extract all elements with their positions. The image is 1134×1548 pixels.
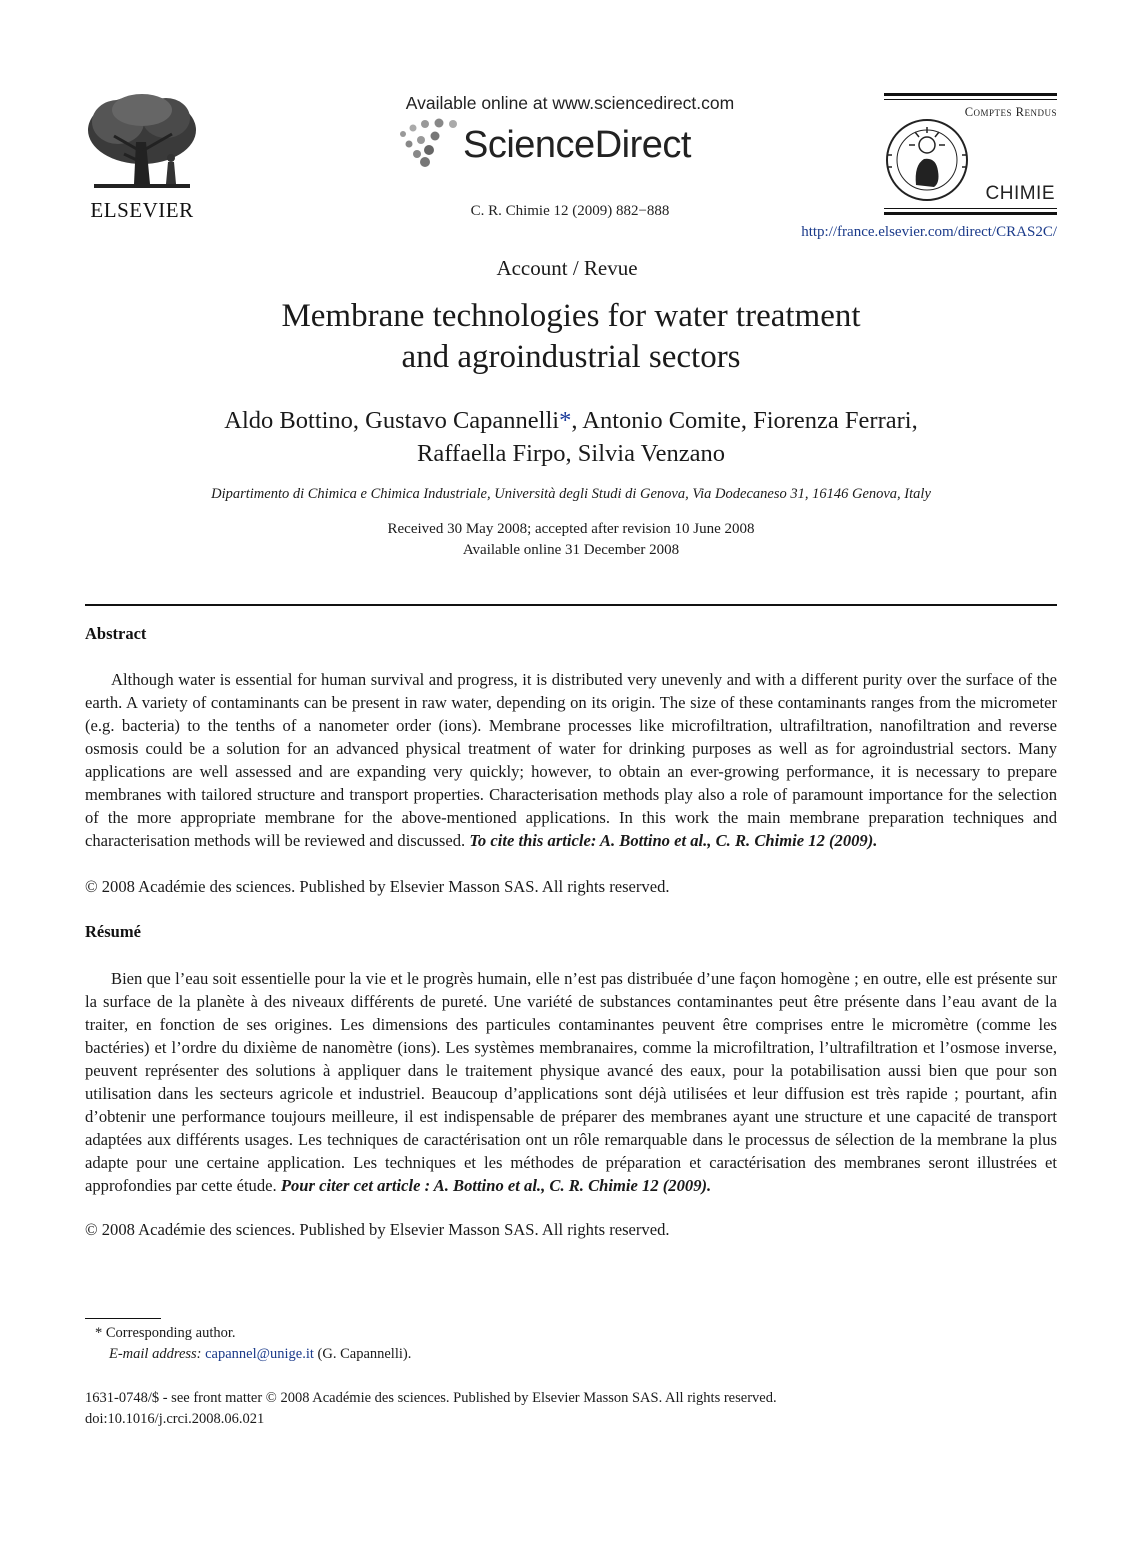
journal-citation: C. R. Chimie 12 (2009) 882−888 bbox=[470, 203, 670, 219]
journal-name-top: Comptes Rendus bbox=[964, 105, 1057, 119]
journal-logo bbox=[884, 93, 1057, 217]
publisher-name: ELSEVIER bbox=[90, 198, 194, 222]
title-line-2: and agroindustrial sectors bbox=[401, 339, 741, 375]
resume-cite: Pour citer cet article : A. Bottino et al., C. R. Chimie 12 (2009). bbox=[280, 1176, 712, 1195]
front-matter bbox=[85, 1388, 1057, 1430]
doi[interactable]: doi:10.1016/j.crci.2008.06.021 bbox=[85, 1411, 265, 1427]
resume-copyright: © 2008 Académie des sciences. Published by Elsevier Masson SAS. All rights reserved. bbox=[85, 1220, 670, 1239]
elsevier-logo bbox=[84, 92, 200, 222]
abstract-text: Although water is essential for human survival and progress, it is distributed very unevenly and with a different purity over the surface of the earth. A variety of contaminants can be present in raw water, depending on its origin. The size of these contaminants ranges from the micrometer (e.g. bacteria) to the tenths of a nanometer order (ions). Membrane processes like microfiltration, ultrafiltration, nanofiltration and reverse osmosis could be a solution for an advanced physical treatment of water for drinking purposes as well as for agroindustrial sectors. Many applications are well assessed and are expanding very quickly; however, to obtain an ever-growing performance, it is necessary to prepare membranes with tailored structure and transport properties. Characterisation methods play also a role of paramount importance for the selection of the more appropriate membrane for the above-mentioned applications. In this work the main membrane preparation techniques and characterisation methods will be reviewed and discussed. bbox=[85, 670, 1057, 850]
issn-line: 1631-0748/$ - see front matter © 2008 Académie des sciences. Published by Elsevier Masson SAS. All rights reserved. bbox=[85, 1390, 777, 1406]
footnote bbox=[95, 1323, 795, 1365]
journal-name-bottom: CHIMIE bbox=[985, 183, 1055, 204]
corresponding-author-mark[interactable]: * bbox=[559, 407, 572, 434]
abstract-heading: Abstract bbox=[85, 624, 147, 643]
article-type: Account / Revue bbox=[496, 256, 638, 280]
authors-line-1b: , Antonio Comite, Fiorenza Ferrari, bbox=[571, 407, 918, 434]
received-date: Received 30 May 2008; accepted after revision 10 June 2008 bbox=[387, 521, 755, 537]
resume-body bbox=[85, 967, 1057, 1197]
corresponding-author-note: Corresponding author. bbox=[105, 1325, 236, 1341]
affiliation: Dipartimento di Chimica e Chimica Industriale, Università degli Studi di Genova, Via Dodecaneso 31, 16146 Genova, Italy bbox=[211, 486, 931, 502]
sciencedirect-dots-icon bbox=[395, 118, 465, 170]
available-date: Available online 31 December 2008 bbox=[462, 542, 680, 558]
article-title bbox=[0, 296, 1134, 378]
academie-seal-icon bbox=[884, 115, 970, 205]
available-online-text: Available online at www.sciencedirect.com bbox=[405, 93, 735, 113]
abstract-copyright: © 2008 Académie des sciences. Published by Elsevier Masson SAS. All rights reserved. bbox=[85, 877, 670, 896]
abstract-body bbox=[85, 668, 1057, 852]
sciencedirect-logo bbox=[395, 118, 695, 170]
author-list bbox=[0, 404, 1134, 470]
email-link[interactable]: capannel@unige.it bbox=[205, 1346, 314, 1362]
email-label: E-mail address: bbox=[109, 1346, 202, 1362]
footnote-mark: * bbox=[95, 1325, 103, 1341]
resume-text: Bien que l’eau soit essentielle pour la vie et le progrès humain, elle n’est pas distribuée d’une façon homogène ; en outre, elle est présente sur la surface de la planète à des niveaux différents de pureté. Une variété de substances contaminantes peut être présente dans l’eau avant de la traiter, en fonction de ses origines. Les dimensions des particules contaminantes peuvent être comprises entre le micromètre (comme les bactéries) et l’ordre du dixième de nanomètre (ions). Les systèmes membranaires, comme la microfiltration, l’ultrafiltration et l’osmose inverse, peuvent représenter des solutions à appliquer dans le traitement physique avancé des eaux, pour la potabilisation aussi bien que pour son utilisation dans les secteurs agricole et industriel. Beaucoup d’applications sont déjà utilisées et leur diffusion est très rapide ; pourtant, afin d’obtenir une performance toujours meilleure, il est indispensable de préparer des membranes ayant une structure et une capacité de transport adaptées aux différents usages. Les techniques de caractérisation ont un rôle remarquable dans le processus de sélection de la membrane la plus adapte pour une certaine application. Les techniques et les méthodes de préparation et caractérisation des membranes seront illustrées et approfondies par cette étude. bbox=[85, 969, 1057, 1195]
sciencedirect-name: ScienceDirect bbox=[463, 124, 691, 166]
title-line-1: Membrane technologies for water treatment bbox=[281, 298, 861, 334]
email-owner: (G. Capannelli). bbox=[317, 1346, 412, 1362]
journal-url-link[interactable]: http://france.elsevier.com/direct/CRAS2C/ bbox=[801, 224, 1057, 240]
divider bbox=[85, 604, 1057, 606]
abstract-cite: To cite this article: A. Bottino et al., C. R. Chimie 12 (2009). bbox=[469, 831, 878, 850]
article-dates bbox=[0, 519, 1134, 561]
elsevier-tree-icon bbox=[84, 92, 200, 196]
authors-line-2: Raffaella Firpo, Silvia Venzano bbox=[417, 440, 725, 467]
authors-line-1a: Aldo Bottino, Gustavo Capannelli bbox=[224, 407, 560, 434]
footnote-divider bbox=[85, 1318, 161, 1319]
resume-heading: Résumé bbox=[85, 922, 141, 941]
